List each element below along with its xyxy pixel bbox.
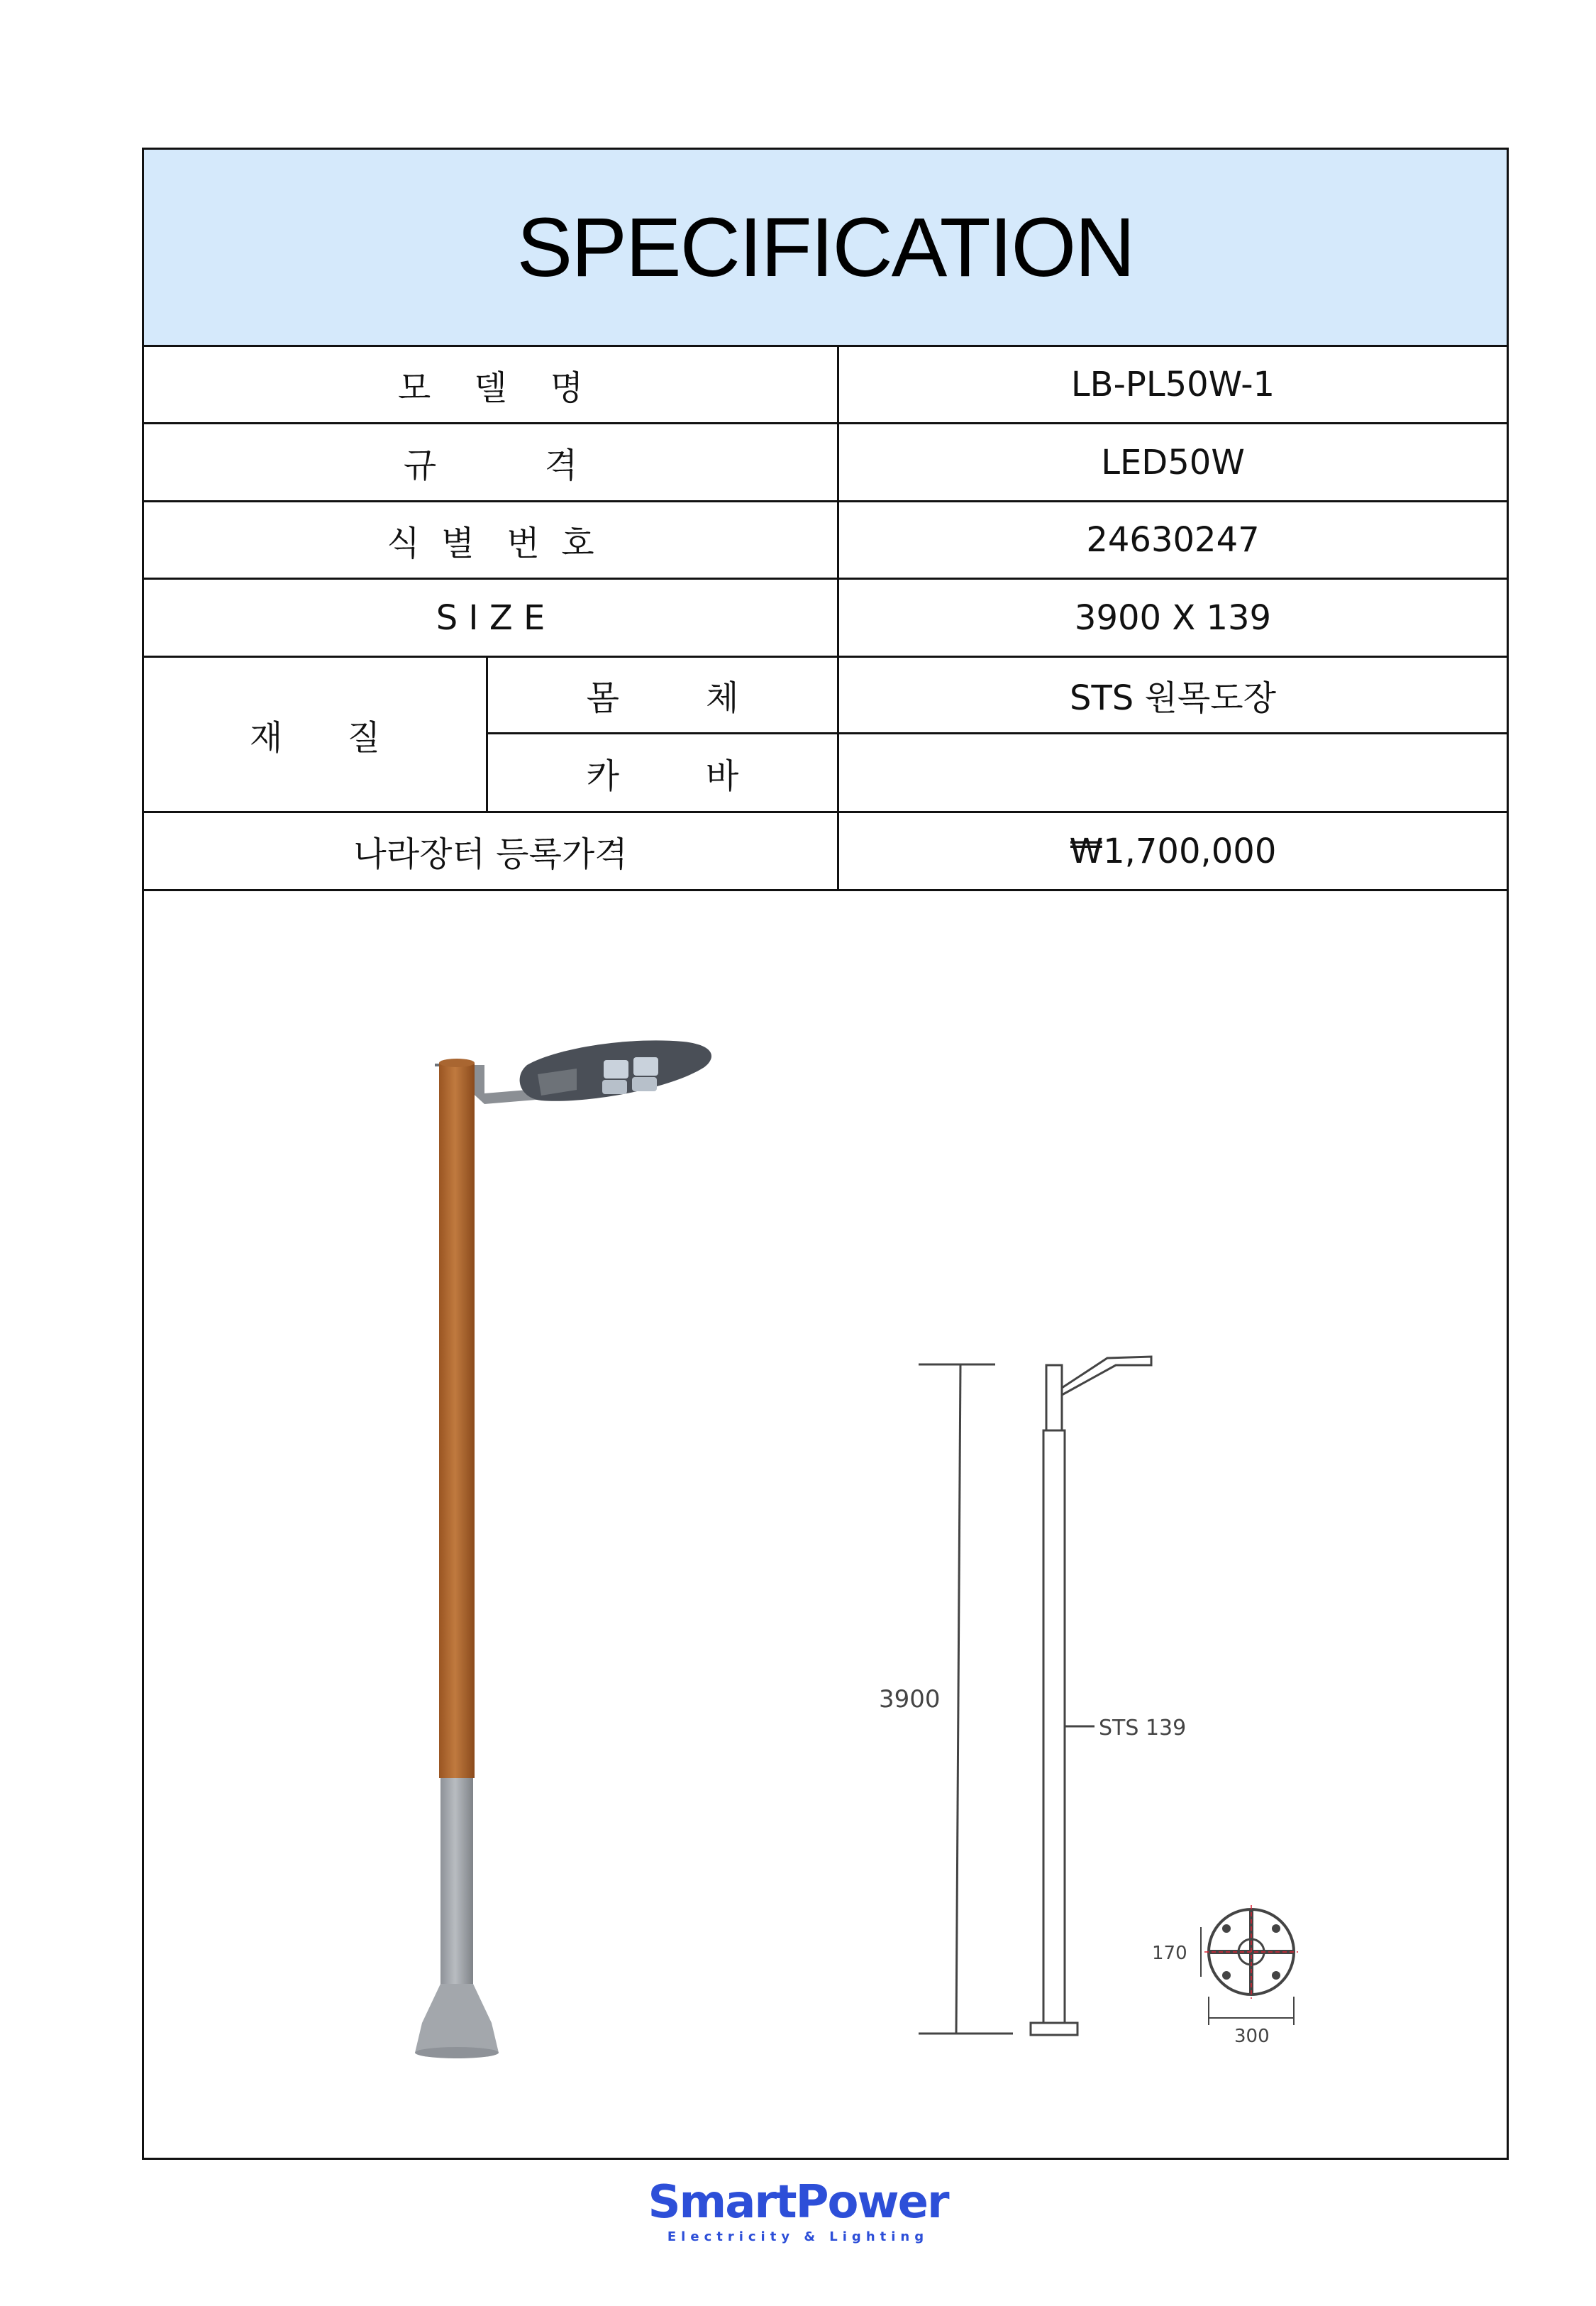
spec-sheet (142, 148, 1509, 2160)
id-value: 24630247 (1086, 520, 1260, 560)
price-value: ₩1,700,000 (1069, 831, 1277, 871)
base-inner-dimension: 170 (1152, 1943, 1187, 1964)
logo-tagline: Electricity & Lighting (667, 2229, 929, 2244)
id-label: 식 별 번 호 (144, 502, 839, 578)
material-body-value: STS 원목도장 (1070, 678, 1276, 718)
technical-drawing (910, 1357, 1151, 2035)
row-model (144, 347, 1507, 424)
product-figure (144, 891, 1507, 2158)
material-body-row (488, 658, 1507, 734)
logo-brand: SmartPower (648, 2176, 948, 2229)
product-images (144, 891, 1507, 2158)
material-cover-value (839, 734, 1507, 811)
spec-value: LED50W (1101, 442, 1245, 482)
company-logo (0, 2176, 1596, 2244)
header-band (144, 150, 1507, 347)
size-label: S I Z E (144, 580, 839, 656)
row-price (144, 813, 1507, 891)
price-label: 나라장터 등록가격 (144, 813, 839, 889)
row-id (144, 502, 1507, 580)
material-cover-label: 카 바 (488, 734, 839, 811)
row-material (144, 658, 1507, 813)
size-value: 3900 X 139 (1074, 597, 1272, 638)
row-size (144, 580, 1507, 658)
pole-spec-label: STS 139 (1099, 1716, 1187, 1740)
page-title: SPECIFICATION (516, 200, 1134, 294)
model-label: 모 델 명 (144, 347, 839, 422)
material-body-label: 몸 체 (488, 658, 839, 732)
base-plate-drawing (1201, 1905, 1298, 2025)
height-dimension: 3900 (879, 1685, 941, 1714)
base-outer-dimension: 300 (1234, 2026, 1270, 2047)
model-value: LB-PL50W-1 (1070, 365, 1275, 404)
spec-label: 규 격 (144, 424, 839, 500)
material-cover-row (488, 734, 1507, 811)
row-spec (144, 424, 1507, 502)
material-label: 재 질 (144, 658, 488, 811)
product-photo (415, 1040, 711, 2058)
